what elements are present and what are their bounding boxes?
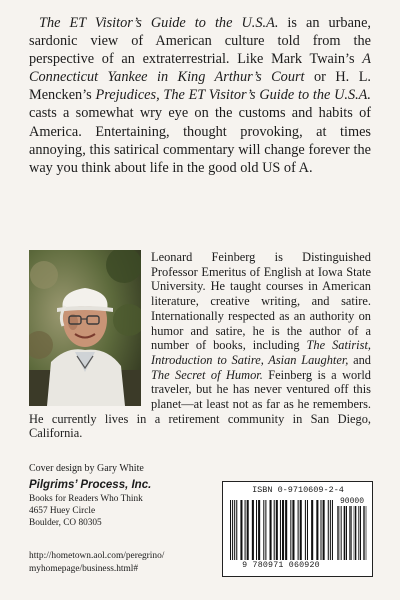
barcode-bar (292, 500, 294, 560)
bio-text-2: and (348, 352, 371, 367)
barcode-bar (363, 506, 364, 560)
url-line-1[interactable]: http://hometown.aol.com/peregrino/ (29, 551, 165, 561)
barcode-bar (285, 500, 287, 560)
isbn-barcode (222, 481, 373, 577)
bio-book-titles: The Satirist, Introduction to Satire, Asian Laughter, (151, 338, 371, 367)
blurb-twain-title: A Connecticut Yankee in King Arthur’s Court (29, 51, 371, 86)
barcode-bar (300, 500, 302, 560)
blurb-mencken-title: Prejudices, The ET Visitor’s Guide to the U.S.A. (95, 87, 371, 104)
barcode-bar (316, 500, 318, 560)
barcode-bar (344, 506, 345, 560)
barcode-bar (282, 500, 284, 560)
barcode-bar (258, 500, 260, 560)
barcode-bar (340, 506, 341, 560)
publisher-street: 4657 Huey Circle (29, 506, 96, 516)
blurb-text-3: casts a somewhat wry eye on the customs and habits of America. Entertaining, thought provoking, at times annoying, this satirical commentary will change forever the way you think about life in the good old US of A. (29, 105, 371, 176)
barcode-bar (323, 500, 325, 560)
barcode-bar (263, 500, 264, 560)
barcode-bar (320, 500, 321, 560)
barcode-bar (346, 506, 347, 560)
barcode-bar (307, 500, 308, 560)
bio-text-3: Feinberg is a world traveler, but he has never ventured off this planet—at least not as far as he remembers. He currently lives in a retirement community in San Diego, California. (29, 367, 371, 441)
barcode-bar (245, 500, 246, 560)
barcode-bar (338, 506, 339, 560)
bio-book-title-humor: The Secret of Humor. (151, 367, 263, 382)
barcode-bar (366, 506, 367, 560)
barcode-bar (330, 500, 331, 560)
blurb-text-1: is an urbane, sardonic view of American culture told from the perspective of an extraterrestrial. Like Mark Twain’s (29, 15, 371, 68)
barcode-bar (298, 500, 299, 560)
barcode-bar (234, 500, 235, 560)
barcode-bar (247, 500, 249, 560)
barcode-bar (236, 500, 237, 560)
publisher-name: Pilgrims’ Process, Inc. (29, 479, 152, 491)
barcode-bar (332, 500, 333, 560)
author-bio (29, 250, 371, 441)
barcode-bar (232, 500, 233, 560)
barcode-bar (355, 506, 356, 560)
barcode-bar (256, 500, 257, 560)
barcode-bar (280, 500, 281, 560)
blurb-title: The ET Visitor’s Guide to the U.S.A. (39, 15, 279, 31)
barcode-bar (360, 506, 361, 560)
barcode-bar (240, 500, 242, 560)
barcode-bar (349, 506, 350, 560)
barcode-bar (305, 500, 306, 560)
ean-number: 9 780971 060920 (242, 561, 320, 570)
back-cover-blurb (29, 14, 371, 177)
price-barcode-bars (337, 506, 367, 560)
blurb-text-2: or H. L. Mencken’s (29, 69, 371, 104)
barcode-bar (350, 506, 351, 560)
barcode-bar (252, 500, 254, 560)
barcode-bar (358, 506, 359, 560)
barcode-bar (290, 500, 291, 560)
ean-barcode-bars (230, 500, 334, 560)
barcode-bar (364, 506, 365, 560)
barcode-bar (274, 500, 275, 560)
price-code: 90000 (339, 497, 364, 506)
publisher-url[interactable] (29, 550, 164, 576)
cover-design-credit: Cover design by Gary White (29, 463, 144, 474)
barcode-bar (311, 500, 313, 560)
url-line-2[interactable]: myhomepage/business.html# (29, 563, 139, 574)
barcode-bar (230, 500, 231, 560)
bio-text-1: Leonard Feinberg is Distinguished Professor Emeritus of English at Iowa State University. He taught courses in American literature, creative writing, and satire. Internationally respected as an authority on humor and satire, he is the author of a number of books, including (151, 250, 371, 353)
publisher-city: Boulder, CO 80305 (29, 518, 102, 528)
barcode-bar (354, 506, 355, 560)
isbn-number: ISBN 0-9710609-2-4 (252, 485, 344, 495)
barcode-bar (265, 500, 266, 560)
publisher-tagline: Books for Readers Who Think (29, 494, 143, 504)
barcode-bar (337, 506, 338, 560)
barcode-bar (276, 500, 278, 560)
barcode-bar (328, 500, 329, 560)
barcode-bar (341, 506, 342, 560)
barcode-bar (270, 500, 272, 560)
